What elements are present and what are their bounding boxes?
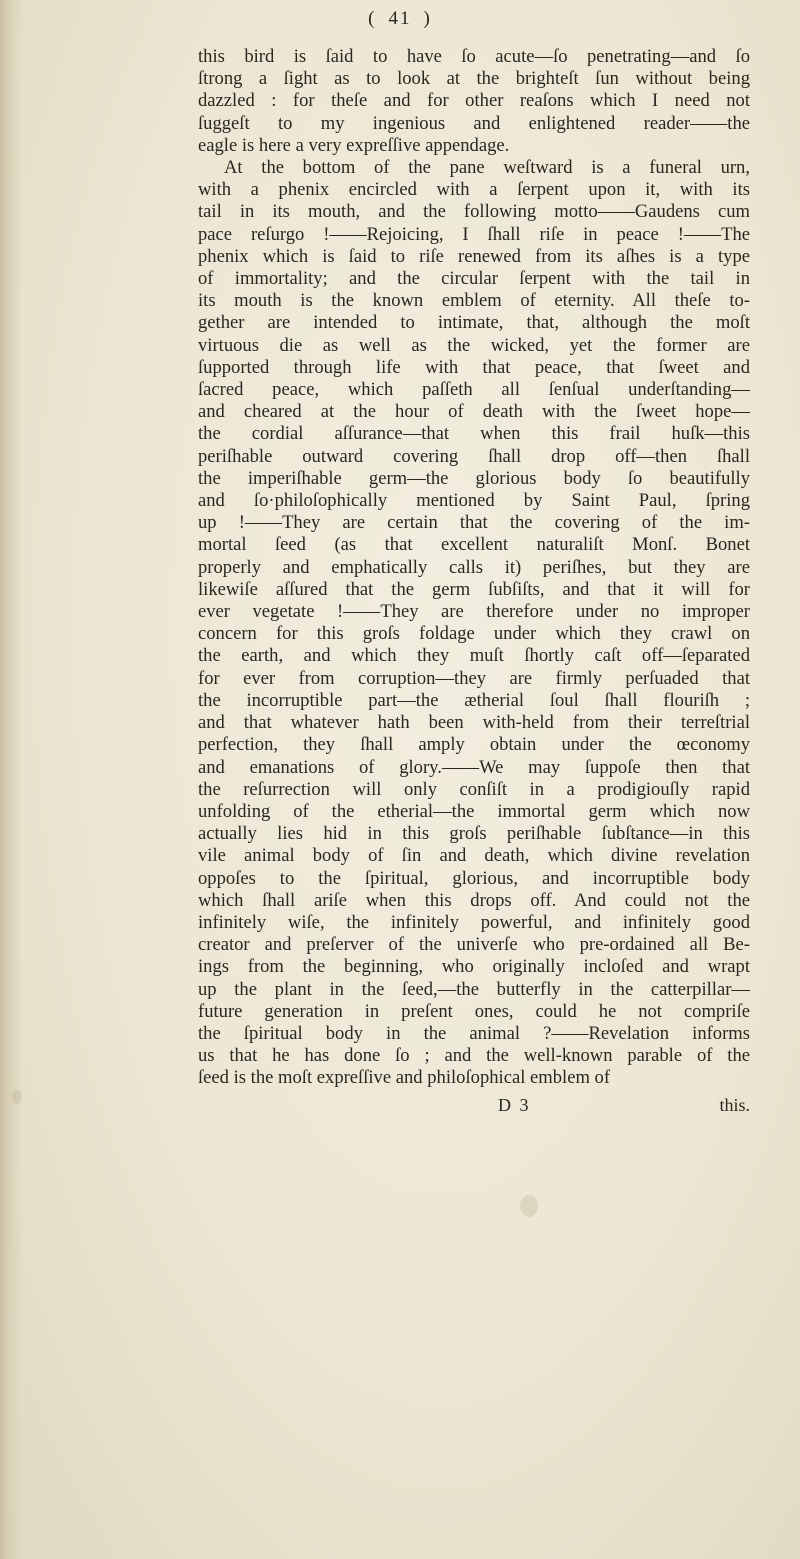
text-line: its mouth is the known emblem of eternity. All theſe to- [198, 290, 750, 312]
text-line: creator and preſerver of the univerſe who pre-ordained all Be- [198, 934, 750, 956]
text-line: perfection, they ſhall amply obtain under the œconomy [198, 734, 750, 756]
text-line: tail in its mouth, and the following motto——Gaudens cum [198, 201, 750, 223]
text-line: the cordial aſſurance—that when this frail huſk—this [198, 423, 750, 445]
text-line: future generation in preſent ones, could he not compriſe [198, 1000, 750, 1022]
text-line: which ſhall ariſe when this drops off. And could not the [198, 889, 750, 911]
page-number: 41 [388, 8, 412, 29]
text-line: the earth, and which they muſt ſhortly caſt off—ſeparated [198, 645, 750, 667]
text-line: up the plant in the ſeed,—the butterfly in the catterpillar— [198, 978, 750, 1000]
text-line: with a phenix encircled with a ſerpent upon it, with its [198, 179, 750, 201]
text-line: ſeed is the moſt expreſſive and philoſophical emblem of [198, 1067, 611, 1089]
text-line: At the bottom of the pane weſtward is a funeral urn, [224, 157, 750, 179]
text-line: likewiſe aſſured that the germ ſubſiſts, and that it will for [198, 578, 750, 600]
text-line: and that whatever hath been with-held from their terreſtrial [198, 712, 750, 734]
body-text [198, 46, 750, 1090]
text-line: and ſo·philoſophically mentioned by Saint Paul, ſpring [198, 490, 750, 512]
text-line: the ſpiritual body in the animal ?——Revelation informs [198, 1022, 750, 1044]
binding-gutter [0, 0, 22, 1559]
text-line: actually lies hid in this groſs periſhable ſubſtance—in this [198, 823, 750, 845]
text-line: ever vegetate !——They are therefore under no improper [198, 601, 750, 623]
text-line: pace reſurgo !——Rejoicing, I ſhall riſe in peace !——The [198, 223, 750, 245]
text-line: and emanations of glory.——We may ſuppoſe then that [198, 756, 750, 778]
folio-close-paren: ) [423, 8, 432, 29]
text-line: up !——They are certain that the covering of the im- [198, 512, 750, 534]
text-line: infinitely wiſe, the infinitely powerful, and infinitely good [198, 911, 750, 933]
text-line: virtuous die as well as the wicked, yet the former are [198, 334, 750, 356]
text-line: properly and emphatically calls it) periſhes, but they are [198, 556, 750, 578]
text-line: periſhable outward covering ſhall drop off—then ſhall [198, 445, 750, 467]
folio-open-paren: ( [368, 8, 377, 29]
text-line: this bird is ſaid to have ſo acute—ſo penetrating—and ſo [198, 46, 750, 67]
paper-stain [12, 1090, 22, 1104]
text-line: the reſurrection will only conſiſt in a prodigiouſly rapid [198, 778, 750, 800]
text-line: and cheared at the hour of death with the ſweet hope— [198, 401, 750, 423]
text-line: ings from the beginning, who originally incloſed and wrapt [198, 956, 750, 978]
text-line: gether are intended to intimate, that, although the moſt [198, 312, 750, 334]
text-line: us that he has done ſo ; and the well-known parable of the [198, 1045, 750, 1067]
text-line: eagle is here a very expreſſive appendage. [198, 134, 510, 156]
text-line: ſacred peace, which paſſeth all ſenſual underſtanding— [198, 379, 750, 401]
catchword: this. [719, 1095, 750, 1115]
text-line: phenix which is ſaid to riſe renewed from its aſhes is a type [198, 245, 750, 267]
text-line: vile animal body of ſin and death, which divine revelation [198, 845, 750, 867]
text-line: unfolding of the etherial—the immortal germ which now [198, 800, 750, 822]
text-line: the imperiſhable germ—the glorious body ſo beautifully [198, 467, 750, 489]
text-line: ſupported through life with that peace, that ſweet and [198, 356, 750, 378]
page-number-header [0, 8, 800, 30]
text-line: the incorruptible part—the ætherial ſoul ſhall flouriſh ; [198, 689, 750, 711]
text-line: mortal ſeed (as that excellent naturaliſt Monſ. Bonet [198, 534, 750, 556]
text-line: of immortality; and the circular ſerpent with the tail in [198, 268, 750, 290]
signature-mark: D 3 [498, 1095, 531, 1115]
text-line: for ever from corruption—they are firmly perſuaded that [198, 667, 750, 689]
text-line: ſuggeſt to my ingenious and enlightened reader——the [198, 112, 750, 134]
text-line: concern for this groſs foldage under which they crawl on [198, 623, 750, 645]
text-line: dazzled : for theſe and for other reaſons which I need not [198, 90, 750, 112]
text-line: oppoſes to the ſpiritual, glorious, and incorruptible body [198, 867, 750, 889]
paper-stain [520, 1195, 538, 1217]
text-line: ſtrong a ſight as to look at the brighteſt ſun without being [198, 68, 750, 90]
